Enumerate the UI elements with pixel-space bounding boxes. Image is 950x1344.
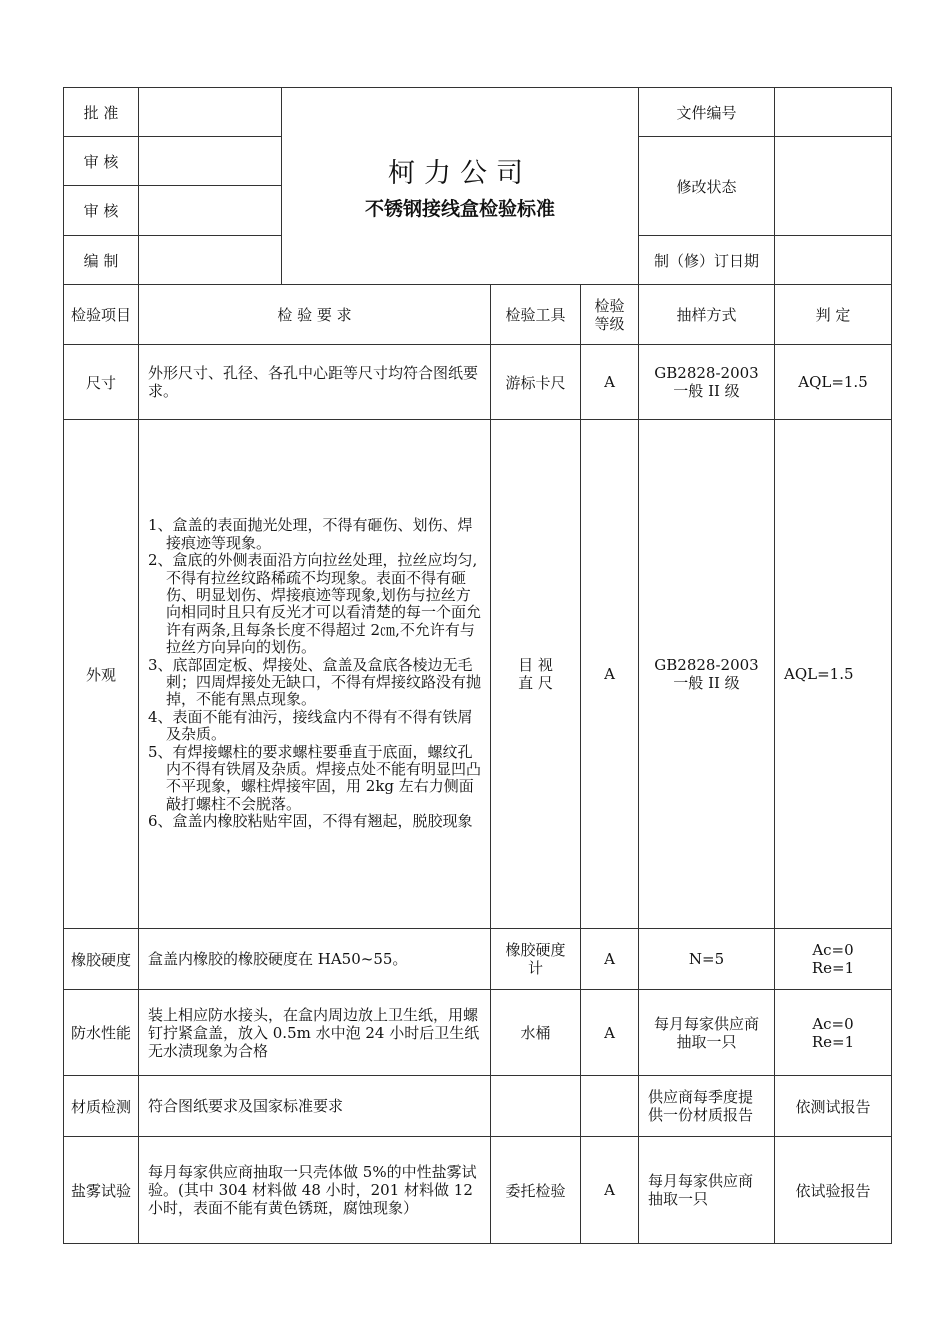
row-requirement: 装上相应防水接头，在盒内周边放上卫生纸，用螺钉拧紧盒盖，放入 0.5m 水中泡 24 小时后卫生纸无水渍现象为合格	[139, 990, 491, 1076]
doc-no-value	[775, 88, 892, 137]
row-judge-line2: Re=1	[811, 1032, 855, 1051]
row-sampling	[639, 1076, 775, 1137]
revision-label: 修改状态	[639, 137, 775, 236]
doc-no-label: 文件编号	[639, 88, 775, 137]
row-sampling-line1: GB2828-2003	[654, 364, 759, 382]
row-tool	[491, 929, 581, 990]
row-judge	[775, 990, 892, 1076]
row-sampling-line2: 抽取一只	[648, 1190, 709, 1208]
col-item: 检验项目	[64, 285, 139, 345]
row-tool: 委托检验	[491, 1137, 581, 1244]
row-judge: AQL=1.5	[775, 420, 892, 929]
table-row-waterproof	[64, 990, 892, 1076]
col-level-line2: 等级	[594, 314, 625, 333]
header-row-approve	[64, 88, 892, 137]
row-tool	[491, 1076, 581, 1137]
row-sampling	[639, 1137, 775, 1244]
row-level: A	[581, 1137, 639, 1244]
row-judge	[775, 929, 892, 990]
company-name: 柯力公司	[388, 158, 532, 189]
row-tool-line1: 橡胶硬度	[505, 941, 566, 959]
row-sampling	[639, 345, 775, 420]
requirement-list	[148, 517, 484, 830]
row-sampling	[639, 990, 775, 1076]
revision-value	[775, 137, 892, 236]
row-sampling-line1: 供应商每季度提	[648, 1088, 754, 1106]
col-tool: 检验工具	[491, 285, 581, 345]
row-item: 外观	[64, 420, 139, 929]
row-sampling-line1: 每月每家供应商	[653, 1014, 759, 1033]
table-row-material	[64, 1076, 892, 1137]
row-level: A	[581, 929, 639, 990]
row-judge: 依试验报告	[775, 1137, 892, 1244]
row-sampling-line1: GB2828-2003	[654, 656, 759, 674]
row-item: 盐雾试验	[64, 1137, 139, 1244]
row-requirement: 外形尺寸、孔径、各孔中心距等尺寸均符合图纸要求。	[139, 345, 491, 420]
prepare-value	[139, 236, 282, 285]
row-judge: 依测试报告	[775, 1076, 892, 1137]
row-sampling-line2: 一般 II 级	[673, 382, 740, 400]
row-tool-line2: 直 尺	[518, 674, 553, 692]
requirement-item: 1、盒盖的表面抛光处理，不得有砸伤、划伤、焊接痕迹等现象。	[148, 516, 473, 552]
row-judge-line1: Ac=0	[812, 1014, 854, 1033]
row-level: A	[581, 420, 639, 929]
row-tool-line1: 目 视	[518, 656, 553, 674]
row-sampling-line2: 供一份材质报告	[648, 1106, 754, 1124]
review2-label: 审 核	[64, 186, 139, 236]
row-requirement-list	[139, 420, 491, 929]
row-tool-line2: 计	[527, 959, 543, 977]
col-level	[581, 285, 639, 345]
review1-label: 审 核	[64, 137, 139, 186]
row-item: 防水性能	[64, 990, 139, 1076]
table-row-size	[64, 345, 892, 420]
row-sampling-line1: 每月每家供应商	[648, 1172, 754, 1190]
row-sampling-line2: 一般 II 级	[673, 674, 740, 692]
col-level-line1: 检验	[594, 296, 625, 315]
prepare-label: 编 制	[64, 236, 139, 285]
row-sampling	[639, 420, 775, 929]
row-judge: AQL=1.5	[775, 345, 892, 420]
requirement-item: 5、有焊接螺柱的要求螺柱要垂直于底面，螺纹孔内不得有铁屑及杂质。焊接点处不能有明显凹凸不平现象，螺柱焊接牢固，用 2kg 左右力侧面敲打螺柱不会脱落。	[148, 742, 482, 813]
table-row-salt-spray	[64, 1137, 892, 1244]
requirement-item: 6、盒盖内橡胶粘贴牢固，不得有翘起，脱胶现象	[148, 812, 473, 831]
row-judge-line1: Ac=0	[812, 941, 854, 959]
row-tool: 水桶	[491, 990, 581, 1076]
row-requirement: 每月每家供应商抽取一只壳体做 5%的中性盐雾试验。(其中 304 材料做 48 小时，201 材料做 12 小时，表面不能有黄色锈斑，腐蚀现象）	[139, 1137, 491, 1244]
requirement-item: 4、表面不能有油污，接线盒内不得有不得有铁屑及杂质。	[148, 707, 473, 744]
row-requirement: 符合图纸要求及国家标准要求	[139, 1076, 491, 1137]
date-value	[775, 236, 892, 285]
table-row-rubber	[64, 929, 892, 990]
approve-label: 批 准	[64, 88, 139, 137]
document-title: 不锈钢接线盒检验标准	[364, 198, 555, 220]
row-item: 橡胶硬度	[64, 929, 139, 990]
row-level: A	[581, 990, 639, 1076]
review2-value	[139, 186, 282, 236]
row-sampling: N=5	[639, 929, 775, 990]
col-sampling: 抽样方式	[639, 285, 775, 345]
column-header-row	[64, 285, 892, 345]
row-requirement: 盒盖内橡胶的橡胶硬度在 HA50~55。	[139, 929, 491, 990]
row-level: A	[581, 345, 639, 420]
requirement-item: 3、底部固定板、焊接处、盒盖及盒底各棱边无毛刺；四周焊接处无缺口，不得有焊接纹路没有抛掉，不能有黑点现象。	[148, 655, 482, 709]
row-tool	[491, 420, 581, 929]
table-row-appearance	[64, 420, 892, 929]
requirement-item: 2、盒底的外侧表面沿方向拉丝处理，拉丝应均匀,不得有拉丝纹路稀疏不均现象。表面不得有砸伤、明显划伤、焊接痕迹等现象,划伤与拉丝方向相同时且只有反光才可以看清楚的每一个面允许有两条,且每条长度不得超过 2㎝,不允许有与拉丝方向异向的划伤。	[148, 551, 482, 657]
title-block	[282, 88, 639, 285]
row-item: 尺寸	[64, 345, 139, 420]
row-judge-line2: Re=1	[811, 959, 855, 977]
row-sampling-line2: 抽取一只	[676, 1032, 737, 1051]
date-label: 制（修）订日期	[639, 236, 775, 285]
row-level	[581, 1076, 639, 1137]
review1-value	[139, 137, 282, 186]
col-requirement: 检 验 要 求	[139, 285, 491, 345]
approve-value	[139, 88, 282, 137]
col-judge: 判 定	[775, 285, 892, 345]
inspection-standard-table	[63, 87, 892, 1244]
row-item: 材质检测	[64, 1076, 139, 1137]
row-tool: 游标卡尺	[491, 345, 581, 420]
